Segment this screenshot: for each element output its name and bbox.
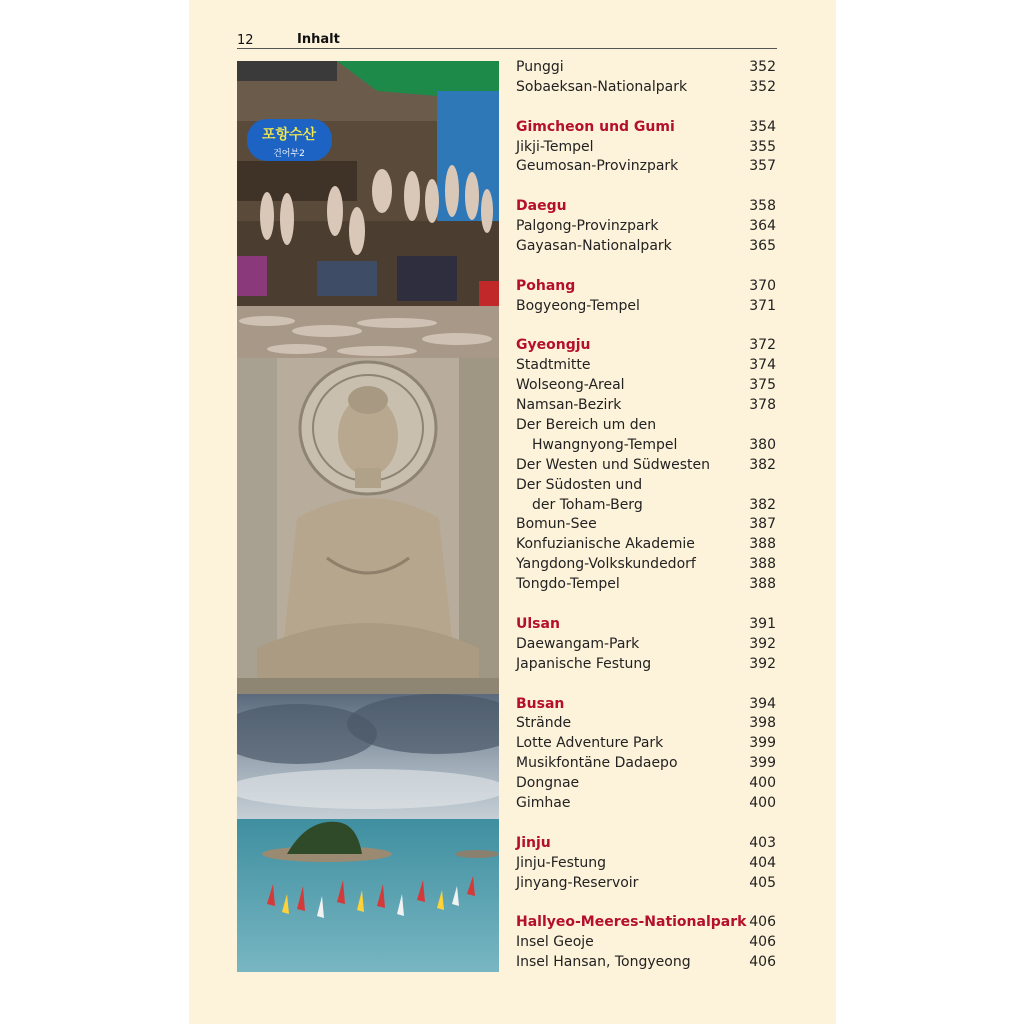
toc-entry-label: Jinyang-Reservoir	[516, 874, 639, 891]
toc-page-number: 399	[749, 755, 776, 772]
toc-entry	[516, 297, 776, 317]
toc-page-number: 388	[749, 556, 776, 573]
toc-spacer	[516, 317, 776, 337]
toc-section-heading	[516, 695, 776, 715]
toc-entry	[516, 496, 776, 516]
toc-page-number: 400	[749, 775, 776, 792]
toc-entry	[516, 774, 776, 794]
toc-section-heading	[516, 913, 776, 933]
toc-entry	[516, 436, 776, 456]
toc-entry	[516, 854, 776, 874]
toc-entry-label: Lotte Adventure Park	[516, 735, 664, 752]
toc-page-number: 357	[749, 158, 776, 175]
toc-page-number: 380	[749, 436, 776, 453]
toc-section-heading	[516, 197, 776, 217]
toc-entry	[516, 356, 776, 376]
toc-page-number: 378	[749, 397, 776, 414]
toc-page-number: 404	[749, 854, 776, 871]
toc-entry-label: Insel Geoje	[516, 934, 594, 951]
toc-section-heading	[516, 834, 776, 854]
toc-page-number: 372	[749, 337, 776, 354]
toc-entry-label: Dongnae	[516, 775, 580, 792]
toc-entry	[516, 376, 776, 396]
island-windsurfers-photo	[237, 694, 499, 972]
toc-page-number: 382	[749, 496, 776, 513]
toc-entry	[516, 515, 776, 535]
toc-page-number: 391	[749, 615, 776, 632]
toc-page-number: 358	[749, 198, 776, 215]
toc-entry-label: Pohang	[516, 277, 576, 294]
toc-page-number: 364	[749, 218, 776, 235]
toc-entry-label: Der Südosten und	[516, 476, 643, 493]
toc-entry-label: Strände	[516, 715, 572, 732]
toc-page-number: 399	[749, 735, 776, 752]
toc-entry	[516, 237, 776, 257]
toc-page-number: 387	[749, 516, 776, 533]
toc-page-number: 398	[749, 715, 776, 732]
toc-page-number: 354	[749, 118, 776, 135]
toc-entry	[516, 416, 776, 436]
toc-page-number: 406	[749, 914, 776, 931]
toc-page-number: 392	[749, 655, 776, 672]
page-number: 12	[237, 33, 254, 48]
toc-entry-label: der Toham-Berg	[532, 496, 643, 513]
toc-page-number: 405	[749, 874, 776, 891]
toc-page-number: 355	[749, 138, 776, 155]
toc-entry-label: Busan	[516, 695, 565, 712]
toc-entry-label: Gimcheon und Gumi	[516, 118, 675, 135]
toc-entry-label: Gayasan-Nationalpark	[516, 238, 672, 255]
toc-page-number: 388	[749, 576, 776, 593]
toc-entry	[516, 555, 776, 575]
toc-entry	[516, 874, 776, 894]
toc-entry	[516, 476, 776, 496]
toc-entry-label: Bomun-See	[516, 516, 597, 533]
toc-entry-label: Geumosan-Provinzpark	[516, 158, 679, 175]
toc-entry-label: Jinju-Festung	[516, 854, 607, 871]
toc-entry-label: Wolseong-Areal	[516, 377, 625, 394]
toc-page-number: 352	[749, 59, 776, 75]
toc-spacer	[516, 177, 776, 197]
toc-entry-label: Hwangnyong-Tempel	[532, 436, 678, 453]
toc-spacer	[516, 595, 776, 615]
toc-page-number: 406	[749, 934, 776, 951]
toc-section-heading	[516, 277, 776, 297]
toc-entry-label: Tongdo-Tempel	[516, 576, 620, 593]
toc-spacer	[516, 98, 776, 118]
market-sign-text-1: 포항수산	[261, 127, 317, 143]
toc-entry	[516, 635, 776, 655]
toc-entry-label: Daegu	[516, 198, 567, 215]
toc-page-number: 374	[749, 357, 776, 374]
toc-entry-label: Yangdong-Volkskundedorf	[516, 556, 696, 573]
toc-page-number: 406	[749, 954, 776, 971]
toc-page-number: 400	[749, 794, 776, 811]
toc-page-number: 403	[749, 834, 776, 851]
toc-page-number: 392	[749, 635, 776, 652]
toc-entry-label: Der Bereich um den	[516, 417, 657, 434]
market-sign-text-2: 건어부2	[273, 149, 305, 159]
toc-page-number: 382	[749, 456, 776, 473]
toc-page-number: 375	[749, 377, 776, 394]
toc-entry	[516, 714, 776, 734]
book-page	[189, 0, 836, 1024]
toc-entry-label: Stadtmitte	[516, 357, 591, 374]
toc-entry-label: Der Westen und Südwesten	[516, 456, 711, 473]
toc-entry	[516, 138, 776, 158]
toc-section-heading	[516, 336, 776, 356]
toc-entry	[516, 58, 776, 78]
toc-entry	[516, 655, 776, 675]
toc-entry	[516, 933, 776, 953]
toc-entry	[516, 396, 776, 416]
toc-entry	[516, 78, 776, 98]
toc-entry-label: Daewangam-Park	[516, 635, 640, 652]
toc-entry-label: Konfuzianische Akademie	[516, 536, 695, 553]
toc-entry-label: Insel Hansan, Tongyeong	[516, 954, 691, 971]
toc-spacer	[516, 257, 776, 277]
table-of-contents	[516, 58, 776, 973]
toc-page-number: 370	[749, 277, 776, 294]
toc-page-number: 388	[749, 536, 776, 553]
fish-market-photo	[237, 61, 499, 358]
toc-entry	[516, 794, 776, 814]
toc-entry-label: Jikji-Tempel	[516, 138, 594, 155]
toc-page-number: 371	[749, 297, 776, 314]
toc-entry-label: Bogyeong-Tempel	[516, 297, 640, 314]
toc-entry-label: Hallyeo-Meeres-Nationalpark	[516, 914, 747, 931]
toc-entry-label: Jinju	[516, 834, 551, 851]
toc-entry	[516, 217, 776, 237]
page-title: Inhalt	[297, 32, 340, 47]
toc-entry-label: Musikfontäne Dadaepo	[516, 755, 678, 772]
toc-entry	[516, 535, 776, 555]
toc-entry	[516, 157, 776, 177]
toc-spacer	[516, 893, 776, 913]
toc-entry-label: Gyeongju	[516, 337, 591, 354]
toc-entry	[516, 953, 776, 973]
toc-entry-label: Punggi	[516, 59, 564, 75]
toc-page-number: 394	[749, 695, 776, 712]
toc-section-heading	[516, 615, 776, 635]
buddha-statue-photo	[237, 358, 499, 694]
toc-entry	[516, 456, 776, 476]
toc-entry-label: Japanische Festung	[516, 655, 652, 672]
toc-entry-label: Palgong-Provinzpark	[516, 218, 659, 235]
toc-page-number: 352	[749, 78, 776, 95]
toc-entry	[516, 754, 776, 774]
toc-entry	[516, 575, 776, 595]
toc-entry-label: Namsan-Bezirk	[516, 397, 622, 414]
toc-entry-label: Ulsan	[516, 615, 560, 632]
toc-page-number: 365	[749, 238, 776, 255]
toc-entry-label: Gimhae	[516, 794, 571, 811]
toc-entry	[516, 734, 776, 754]
toc-entry-label: Sobaeksan-Nationalpark	[516, 78, 688, 95]
page-header	[237, 31, 777, 49]
toc-section-heading	[516, 118, 776, 138]
toc-spacer	[516, 814, 776, 834]
toc-spacer	[516, 675, 776, 695]
